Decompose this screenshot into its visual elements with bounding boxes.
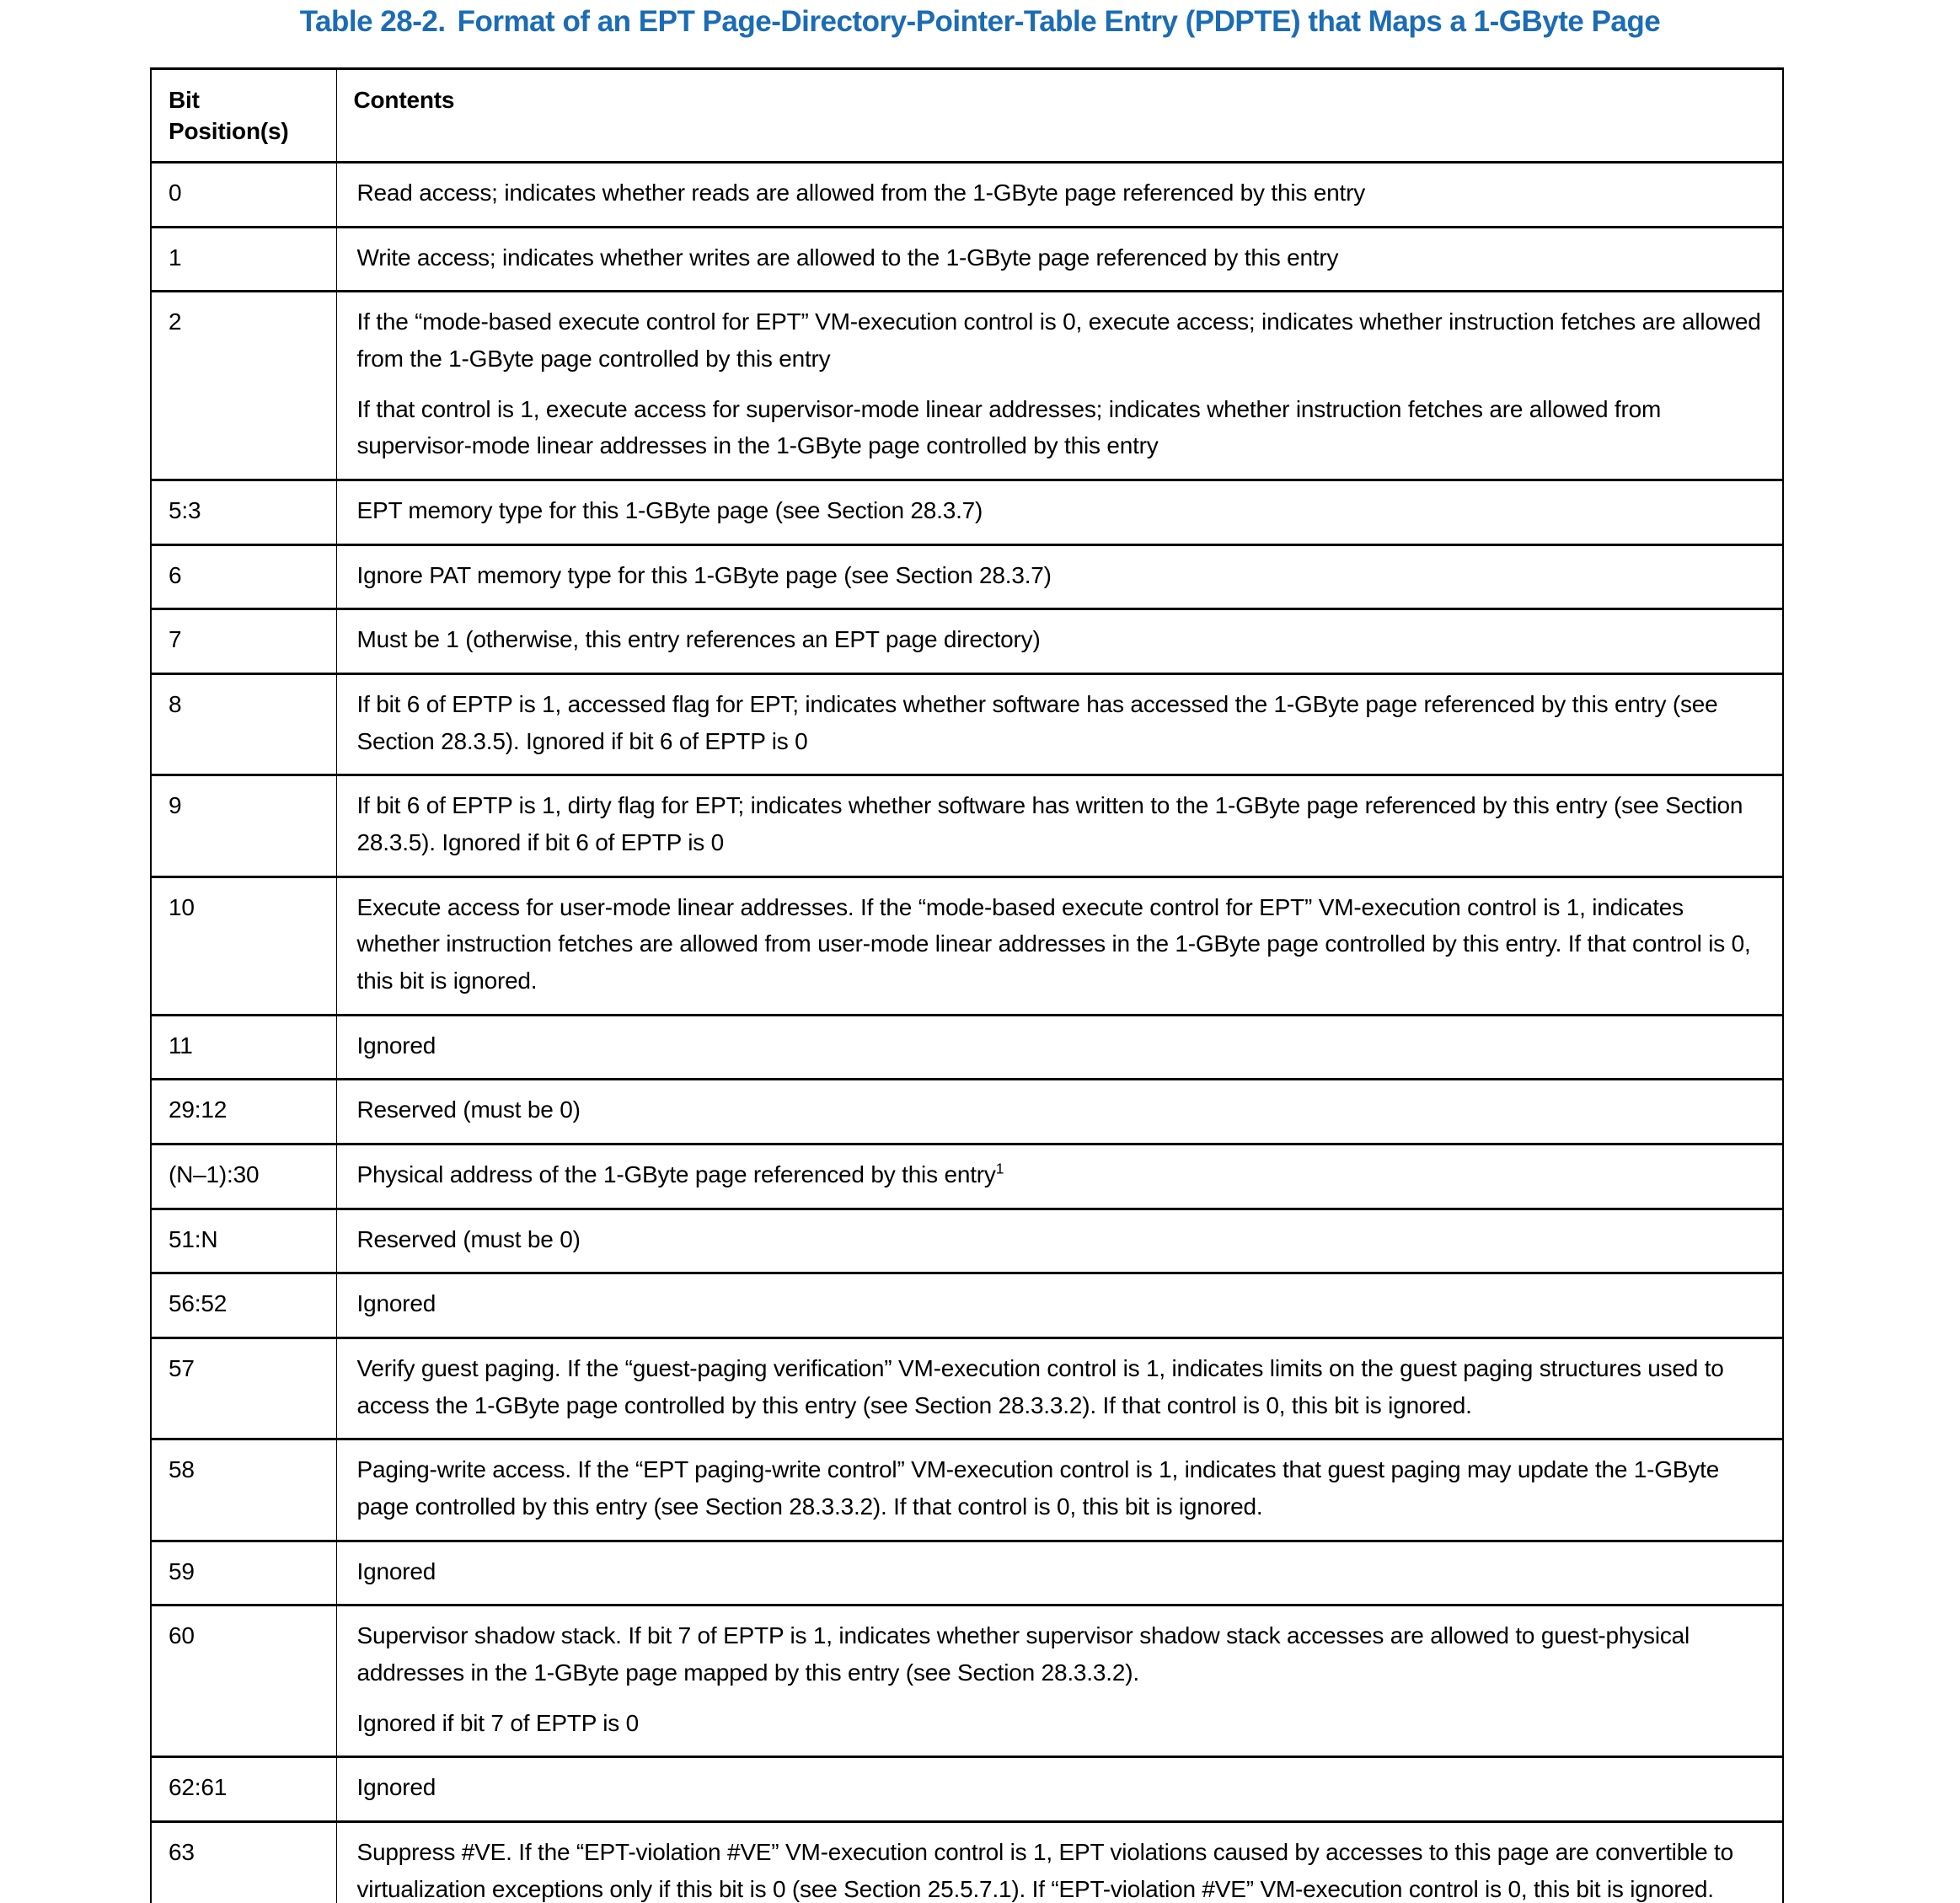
cell-paragraph-text: Must be 1 (otherwise, this entry references an EPT page directory) — [356, 626, 1041, 653]
contents-cell — [336, 1273, 1783, 1338]
cell-paragraph — [357, 1834, 1763, 1903]
cell-paragraph — [357, 1769, 1763, 1806]
bit-position-cell: 63 — [151, 1822, 336, 1903]
cell-paragraph-text: If that control is 1, execute access for supervisor-mode linear addresses; indicates whether instruction fetches are allowed from supervisor-mode linear addresses in the 1-GByte page controlled by this entry — [356, 395, 1662, 459]
contents-cell — [336, 609, 1783, 674]
cell-paragraph-text: Supervisor shadow stack. If bit 7 of EPTP is 1, indicates whether supervisor shadow stack accesses are allowed to guest-physical addresses in the 1-GByte page mapped by this entry (see Section 28.3.3.2). — [356, 1622, 1690, 1686]
contents-cell — [336, 1080, 1783, 1144]
cell-paragraph — [357, 889, 1763, 1000]
cell-paragraph — [357, 1553, 1763, 1590]
cell-paragraph — [357, 303, 1763, 377]
bit-position-cell: 2 — [151, 292, 336, 480]
cell-paragraph-text: If bit 6 of EPTP is 1, accessed flag for EPT; indicates whether software has accessed the 1-GByte page referenced by this entry (see Section 28.3.5). Ignored if bit 6 of EPTP is 0 — [356, 690, 1718, 754]
contents-cell — [336, 292, 1783, 480]
bit-position-cell: 62:61 — [151, 1757, 336, 1822]
contents-cell — [336, 227, 1783, 292]
contents-cell — [336, 544, 1783, 609]
cell-paragraph — [357, 557, 1763, 594]
contents-cell — [336, 162, 1783, 227]
contents-cell — [336, 1822, 1783, 1903]
table-row — [151, 1080, 1783, 1144]
cell-paragraph — [357, 1451, 1763, 1525]
cell-paragraph-text: If bit 6 of EPTP is 1, dirty flag for EPT; indicates whether software has written to the 1-GByte page referenced by this entry (see Section 28.3.5). Ignored if bit 6 of EPTP is 0 — [356, 792, 1743, 855]
bit-position-cell: 56:52 — [151, 1273, 336, 1338]
contents-cell — [336, 1541, 1783, 1605]
table-row — [151, 480, 1783, 544]
cell-paragraph — [357, 1350, 1763, 1423]
cell-paragraph — [357, 621, 1763, 658]
bit-position-cell: 0 — [151, 162, 336, 227]
table-row — [151, 1144, 1783, 1209]
table-row — [151, 1338, 1783, 1439]
cell-paragraph-text: Reserved (must be 0) — [356, 1096, 581, 1123]
bit-position-cell: 60 — [151, 1605, 336, 1757]
table-caption-title: Format of an EPT Page-Directory-Pointer-Table Entry (PDPTE) that Maps a 1-GByte Page — [457, 5, 1661, 38]
bit-position-cell: 59 — [151, 1541, 336, 1605]
cell-paragraph — [357, 686, 1763, 759]
contents-cell — [336, 1144, 1783, 1209]
contents-cell — [336, 1209, 1783, 1273]
contents-cell — [336, 673, 1783, 775]
bit-position-cell: 7 — [151, 609, 336, 674]
contents-cell — [336, 480, 1783, 544]
ept-pdpte-format-table — [150, 67, 1784, 1903]
cell-paragraph-text: Suppress #VE. If the “EPT-violation #VE” VM-execution control is 1, EPT violations caused by accesses to this page are convertible to virtualization exceptions only if this bit is 0 (see Section 25.5.7.1). If “EPT-violation #VE” VM-execution control is 0, this bit is ignored. — [356, 1839, 1733, 1902]
table-body — [151, 162, 1783, 1903]
contents-cell — [336, 775, 1783, 876]
cell-paragraph-text: Paging-write access. If the “EPT paging-write control” VM-execution control is 1, indicates that guest paging may update the 1-GByte page controlled by this entry (see Section 28.3.3.2). If that control is 0, this bit is ignored. — [356, 1456, 1720, 1520]
bit-position-cell: 5:3 — [151, 480, 336, 544]
contents-cell — [336, 1757, 1783, 1822]
column-header-bit-positions: Bit Position(s) — [151, 69, 336, 163]
cell-paragraph — [357, 1091, 1763, 1128]
contents-cell — [336, 876, 1783, 1015]
cell-paragraph-text: If the “mode-based execute control for EPT” VM-execution control is 0, execute access; indicates whether instruction fetches are allowed from the 1-GByte page controlled by this entry — [356, 308, 1761, 372]
table-row — [151, 1015, 1783, 1080]
table-row — [151, 609, 1783, 674]
cell-paragraph-text: EPT memory type for this 1-GByte page (see Section 28.3.7) — [356, 496, 983, 523]
cell-paragraph-text: Ignored — [356, 1032, 436, 1059]
bit-position-cell: 11 — [151, 1015, 336, 1080]
cell-paragraph-text: Ignore PAT memory type for this 1-GByte page (see Section 28.3.7) — [356, 561, 1052, 588]
contents-cell — [336, 1338, 1783, 1439]
table-row — [151, 1822, 1783, 1903]
bit-position-cell: 10 — [151, 876, 336, 1015]
footnote-reference: 1 — [995, 1160, 1004, 1177]
bit-position-cell: 51:N — [151, 1209, 336, 1273]
table-header-row — [151, 69, 1783, 163]
table-row — [151, 292, 1783, 480]
bit-position-cell: 9 — [151, 775, 336, 876]
cell-paragraph — [357, 1285, 1763, 1322]
cell-paragraph-text: Write access; indicates whether writes are allowed to the 1-GByte page referenced by this entry — [356, 244, 1339, 271]
bit-position-cell: 58 — [151, 1439, 336, 1541]
contents-cell — [336, 1605, 1783, 1757]
table-row — [151, 1541, 1783, 1605]
table-caption — [0, 5, 1960, 39]
table-row — [151, 1209, 1783, 1273]
cell-paragraph — [357, 1221, 1763, 1258]
bit-position-cell: 1 — [151, 227, 336, 292]
cell-paragraph-text: Reserved (must be 0) — [356, 1225, 581, 1252]
table-row — [151, 1757, 1783, 1822]
cell-paragraph — [357, 1027, 1763, 1064]
table-row — [151, 1273, 1783, 1338]
cell-paragraph — [357, 1156, 1763, 1193]
table-row — [151, 876, 1783, 1015]
table-row — [151, 775, 1783, 876]
table-row — [151, 162, 1783, 227]
cell-paragraph-text: Physical address of the 1-GByte page referenced by this entry — [356, 1161, 996, 1187]
table-row — [151, 1605, 1783, 1757]
bit-position-cell: 8 — [151, 673, 336, 775]
cell-paragraph-text: Ignored — [356, 1774, 436, 1801]
cell-paragraph — [357, 239, 1763, 276]
cell-paragraph — [357, 1705, 1763, 1742]
cell-paragraph — [357, 787, 1763, 860]
bit-position-cell: 57 — [151, 1338, 336, 1439]
table-row — [151, 544, 1783, 609]
cell-paragraph — [357, 174, 1763, 212]
column-header-contents: Contents — [336, 69, 1783, 163]
bit-position-cell: 29:12 — [151, 1080, 336, 1144]
cell-paragraph — [357, 391, 1763, 464]
table-row — [151, 673, 1783, 775]
cell-paragraph-text: Verify guest paging. If the “guest-paging verification” VM-execution control is 1, indicates limits on the guest paging structures used to access the 1-GByte page controlled by this entry (see Section 28.3.3.2). If that control is 0, this bit is ignored. — [356, 1355, 1724, 1418]
bit-position-cell: (N–1):30 — [151, 1144, 336, 1209]
table-row — [151, 1439, 1783, 1541]
cell-paragraph-text: Ignored if bit 7 of EPTP is 0 — [356, 1709, 640, 1736]
contents-cell — [336, 1439, 1783, 1541]
contents-cell — [336, 1015, 1783, 1080]
table-caption-label: Table 28-2. — [299, 5, 446, 38]
cell-paragraph-text: Execute access for user-mode linear addresses. If the “mode-based execute control for EPT” VM-execution control is 1, indicates whether instruction fetches are allowed from user-mode linear addresses in the 1-GByte page controlled by this entry. If that control is 0, this bit is ignored. — [356, 893, 1751, 994]
cell-paragraph-text: Ignored — [356, 1290, 436, 1317]
cell-paragraph-text: Read access; indicates whether reads are allowed from the 1-GByte page referenced by this entry — [356, 179, 1366, 206]
cell-paragraph — [357, 1617, 1763, 1691]
table-row — [151, 227, 1783, 292]
cell-paragraph — [357, 492, 1763, 529]
cell-paragraph-text: Ignored — [356, 1557, 436, 1584]
bit-position-cell: 6 — [151, 544, 336, 609]
